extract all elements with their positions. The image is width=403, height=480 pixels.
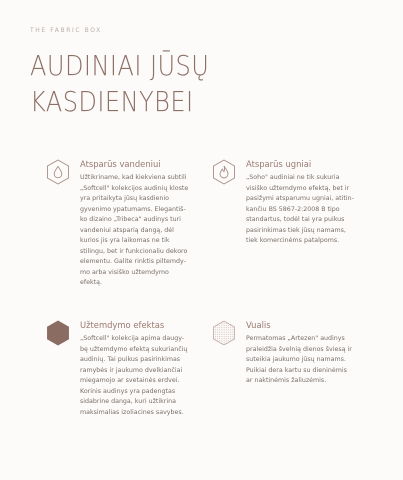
- text-line: ar naktinėmis žaliuzėmis.: [246, 377, 327, 384]
- feature-description: [246, 173, 403, 247]
- blackout-hexagon-icon: [46, 320, 70, 346]
- text-line: stilingu, bet ir funkcionaliu dekoro: [80, 247, 188, 255]
- water-drop-icon: [46, 159, 70, 185]
- text-line: pasirinkimas tiek jūsų namams,: [246, 226, 346, 234]
- brand-label: THE FABRIC BOX: [30, 27, 102, 34]
- text-line: visiško užtemdymo efektą, bet ir: [246, 184, 350, 192]
- feature-title: Atsparūs vandeniui: [80, 159, 161, 169]
- text-line: ko dizaino „Tribeca" audinys turi: [80, 216, 181, 223]
- text-line: „Soho" audiniai ne tik sukuria: [246, 174, 340, 181]
- flame-icon: [212, 159, 236, 185]
- text-line: pasižymi atsparumu ugniai, atitin-: [246, 195, 354, 202]
- text-line: Užtikriname, kad kiekviena subtili: [80, 174, 187, 181]
- text-line: gyvenimo ypatumams. Elegantiš-: [80, 205, 186, 213]
- headline-line-1: AUDINIAI JŪSŲ: [30, 49, 210, 82]
- headline-line-2: KASDIENYBEI: [30, 85, 194, 118]
- feature-title: Vualis: [246, 320, 271, 330]
- feature-title: Užtemdymo efektas: [80, 320, 165, 330]
- text-line: miegamojo ar svetainės erdvei.: [80, 377, 180, 384]
- text-line: efektą.: [80, 279, 102, 286]
- text-line: tiek komercinėms patalpoms.: [246, 237, 340, 244]
- text-line: suteikia jaukumo jūsų namams.: [246, 356, 346, 363]
- text-line: Permatomas „Artezen" audinys: [246, 335, 345, 342]
- text-line: bę užtemdymo efektą sukuriančių: [80, 345, 188, 353]
- feature-description: [246, 334, 403, 387]
- text-line: maksimalias izoliacines savybes.: [80, 408, 184, 416]
- text-line: audinių. Tai puikus pasirinkimas: [80, 356, 181, 363]
- feature-sheer: [246, 320, 403, 387]
- feature-description: [80, 173, 240, 289]
- feature-description: [80, 334, 240, 418]
- sheer-dotted-hexagon-icon: [212, 320, 236, 346]
- text-line: elementu. Galite rinktis piltemdy-: [80, 258, 186, 265]
- text-line: „Softcell" kolekcija apima daugy-: [80, 335, 185, 342]
- text-line: Korinis audinys yra padengtas: [80, 387, 176, 395]
- text-line: praleidžia švelnią dienos šviesą ir: [246, 345, 352, 353]
- text-line: „Softcell" kolekcijos audinių kloste: [80, 184, 189, 192]
- text-line: kurios jis yra laikomas ne tik: [80, 237, 170, 244]
- feature-title: Atsparūs ugniai: [246, 159, 312, 169]
- text-line: yra pritaikyta jūsų kasdienio: [80, 195, 169, 202]
- text-line: standartus, todėl tai yra puikus: [246, 216, 345, 223]
- text-line: mo arba visiško užtemdymo: [80, 268, 169, 276]
- text-line: Puikiai dera kartu su dieninėmis: [246, 366, 347, 374]
- text-line: sidabrine danga, kuri užtikrina: [80, 398, 176, 405]
- page-headline: [30, 48, 209, 120]
- feature-fire-resistant: [246, 159, 403, 247]
- text-line: ramybės ir jaukumo dvelkiančiai: [80, 366, 183, 374]
- text-line: vandeniui atsparią dangą, dėl: [80, 226, 174, 234]
- text-line: kančiu BS 5867-2:2008 B tipo: [246, 205, 340, 213]
